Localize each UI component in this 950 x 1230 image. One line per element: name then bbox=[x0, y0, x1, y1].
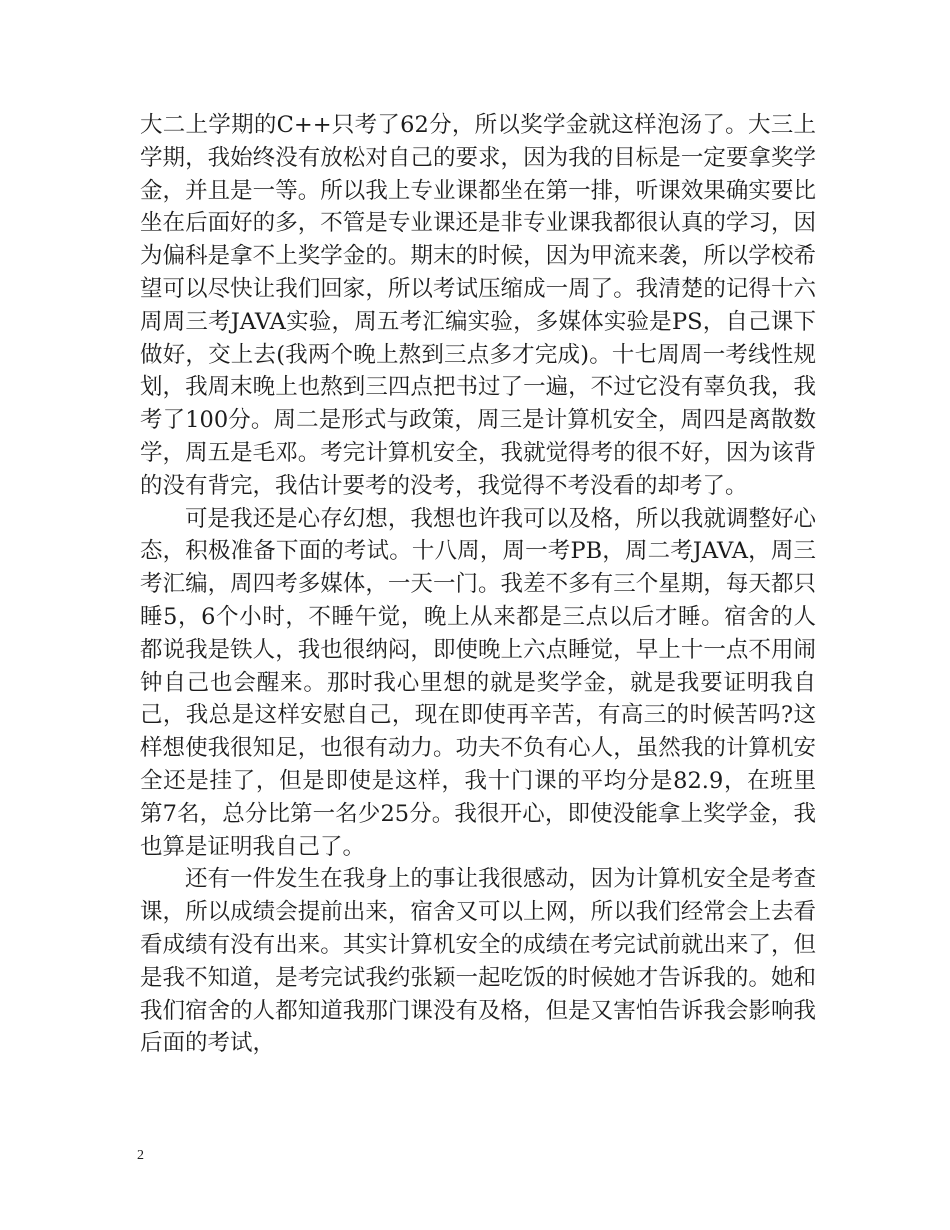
body-text bbox=[140, 109, 816, 1060]
page-number: 2 bbox=[137, 1148, 144, 1163]
paragraph-2: 可是我还是心存幻想，我想也许我可以及格，所以我就调整好心态，积极准备下面的考试。十八周，周一考PB，周二考JAVA，周三考汇编，周四考多媒体，一天一门。我差不多有三个星期，每天都只睡5，6个小时，不睡午觉，晚上从来都是三点以后才睡。宿舍的人都说我是铁人，我也很纳闷，即使晚上六点睡觉，早上十一点不用闹钟自己也会醒来。那时我心里想的就是奖学金，就是我要证明我自己，我总是这样安慰自己，现在即使再辛苦，有高三的时候苦吗?这样想使我很知足，也很有动力。功夫不负有心人，虽然我的计算机安全还是挂了，但是即使是这样，我十门课的平均分是82.9，在班里第7名，总分比第一名少25分。我很开心，即使没能拿上奖学金，我也算是证明我自己了。 bbox=[140, 505, 816, 860]
paragraph-1: 大二上学期的C++只考了62分，所以奖学金就这样泡汤了。大三上学期，我始终没有放松对自己的要求，因为我的目标是一定要拿奖学金，并且是一等。所以我上专业课都坐在第一排，听课效果确实要比坐在后面好的多，不管是专业课还是非专业课我都很认真的学习，因为偏科是拿不上奖学金的。期末的时候，因为甲流来袭，所以学校希望可以尽快让我们回家，所以考试压缩成一周了。我清楚的记得十六周周三考JAVA实验，周五考汇编实验，多媒体实验是PS，自己课下做好，交上去(我两个晚上熬到三点多才完成)。十七周周一考线性规划，我周末晚上也熬到三四点把书过了一遍，不过它没有辜负我，我考了100分。周二是形式与政策，周三是计算机安全，周四是离散数学，周五是毛邓。考完计算机安全，我就觉得考的很不好，因为该背的没有背完，我估计要考的没考，我觉得不考没看的却考了。 bbox=[140, 112, 816, 499]
paragraph-3: 还有一件发生在我身上的事让我很感动，因为计算机安全是考查课，所以成绩会提前出来，宿舍又可以上网，所以我们经常会上去看看成绩有没有出来。其实计算机安全的成绩在考完试前就出来了，但是我不知道，是考完试我约张颖一起吃饭的时候她才告诉我的。她和我们宿舍的人都知道我那门课没有及格，但是又害怕告诉我会影响我后面的考试， bbox=[140, 866, 816, 1057]
